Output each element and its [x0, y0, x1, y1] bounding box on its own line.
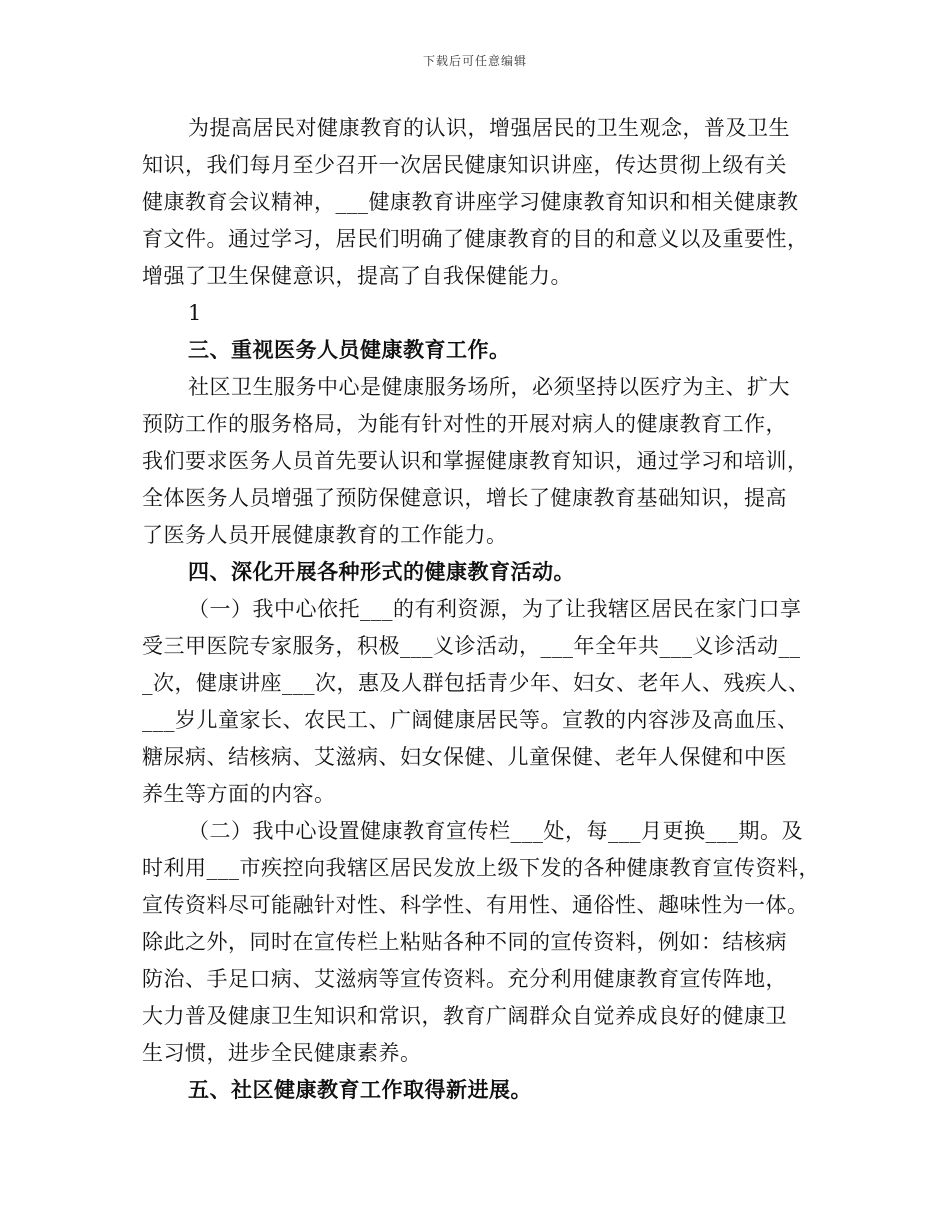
paragraph-line: 增强了卫生保健意识，提高了自我保健能力。 [142, 264, 572, 288]
paragraph-line: 预防工作的服务格局，为能有针对性的开展对病人的健康教育工作， [142, 412, 787, 436]
paragraph-line: （一）我中心依托___的有利资源，为了让我辖区居民在家门口享 [188, 597, 802, 621]
paragraph-line: 养生等方面的内容。 [142, 782, 336, 806]
paragraph-line: 育文件。通过学习，居民们明确了健康教育的目的和意义以及重要性， [142, 227, 809, 251]
paragraph-line: 了医务人员开展健康教育的工作能力。 [142, 523, 508, 547]
section-heading-5: 五、社区健康教育工作取得新进展。 [188, 1077, 532, 1102]
paragraph-line: 除此之外，同时在宣传栏上粘贴各种不同的宣传资料，例如：结核病 [142, 930, 787, 954]
paragraph-line: 糖尿病、结核病、艾滋病、妇女保健、儿童保健、老年人保健和中医 [142, 745, 787, 769]
paragraph-line: ___岁儿童家长、农民工、广阔健康居民等。宣教的内容涉及高血压、 [142, 708, 799, 732]
page-number: 1 [188, 301, 202, 325]
paragraph-line: （二）我中心设置健康教育宣传栏___处，每___月更换___期。及 [188, 819, 803, 843]
paragraph-line: 为提高居民对健康教育的认识，增强居民的卫生观念，普及卫生 [188, 116, 790, 140]
page-header-note: 下载后可任意编辑 [422, 54, 527, 68]
paragraph-line: 健康教育会议精神，___健康教育讲座学习健康教育知识和相关健康教 [142, 190, 799, 214]
section-heading-4: 四、深化开展各种形式的健康教育活动。 [188, 559, 575, 584]
paragraph-line: 宣传资料尽可能融针对性、科学性、有用性、通俗性、趣味性为一体。 [142, 893, 809, 917]
paragraph-line: 全体医务人员增强了预防保健意识，增长了健康教育基础知识，提高 [142, 486, 787, 510]
paragraph-line: 生习惯，进步全民健康素养。 [142, 1041, 422, 1065]
paragraph-line: 防治、手足口病、艾滋病等宣传资料。充分利用健康教育宣传阵地， [142, 967, 787, 991]
paragraph-line: 受三甲医院专家服务，积极___义诊活动，___年全年共___义诊活动__ [142, 634, 801, 658]
section-heading-3: 三、重视医务人员健康教育工作。 [188, 337, 511, 362]
paragraph-line: 大力普及健康卫生知识和常识，教育广阔群众自觉养成良好的健康卫 [142, 1004, 787, 1028]
paragraph-line: 知识，我们每月至少召开一次居民健康知识讲座，传达贯彻上级有关 [142, 153, 787, 177]
paragraph-line: 时利用___市疾控向我辖区居民发放上级下发的各种健康教育宣传资料， [142, 856, 820, 880]
paragraph-line: 我们要求医务人员首先要认识和掌握健康教育知识，通过学习和培训， [142, 449, 809, 473]
paragraph-line: 社区卫生服务中心是健康服务场所，必须坚持以医疗为主、扩大 [188, 375, 790, 399]
paragraph-line: _次，健康讲座___次，惠及人群包括青少年、妇女、老年人、残疾人、 [142, 671, 810, 695]
